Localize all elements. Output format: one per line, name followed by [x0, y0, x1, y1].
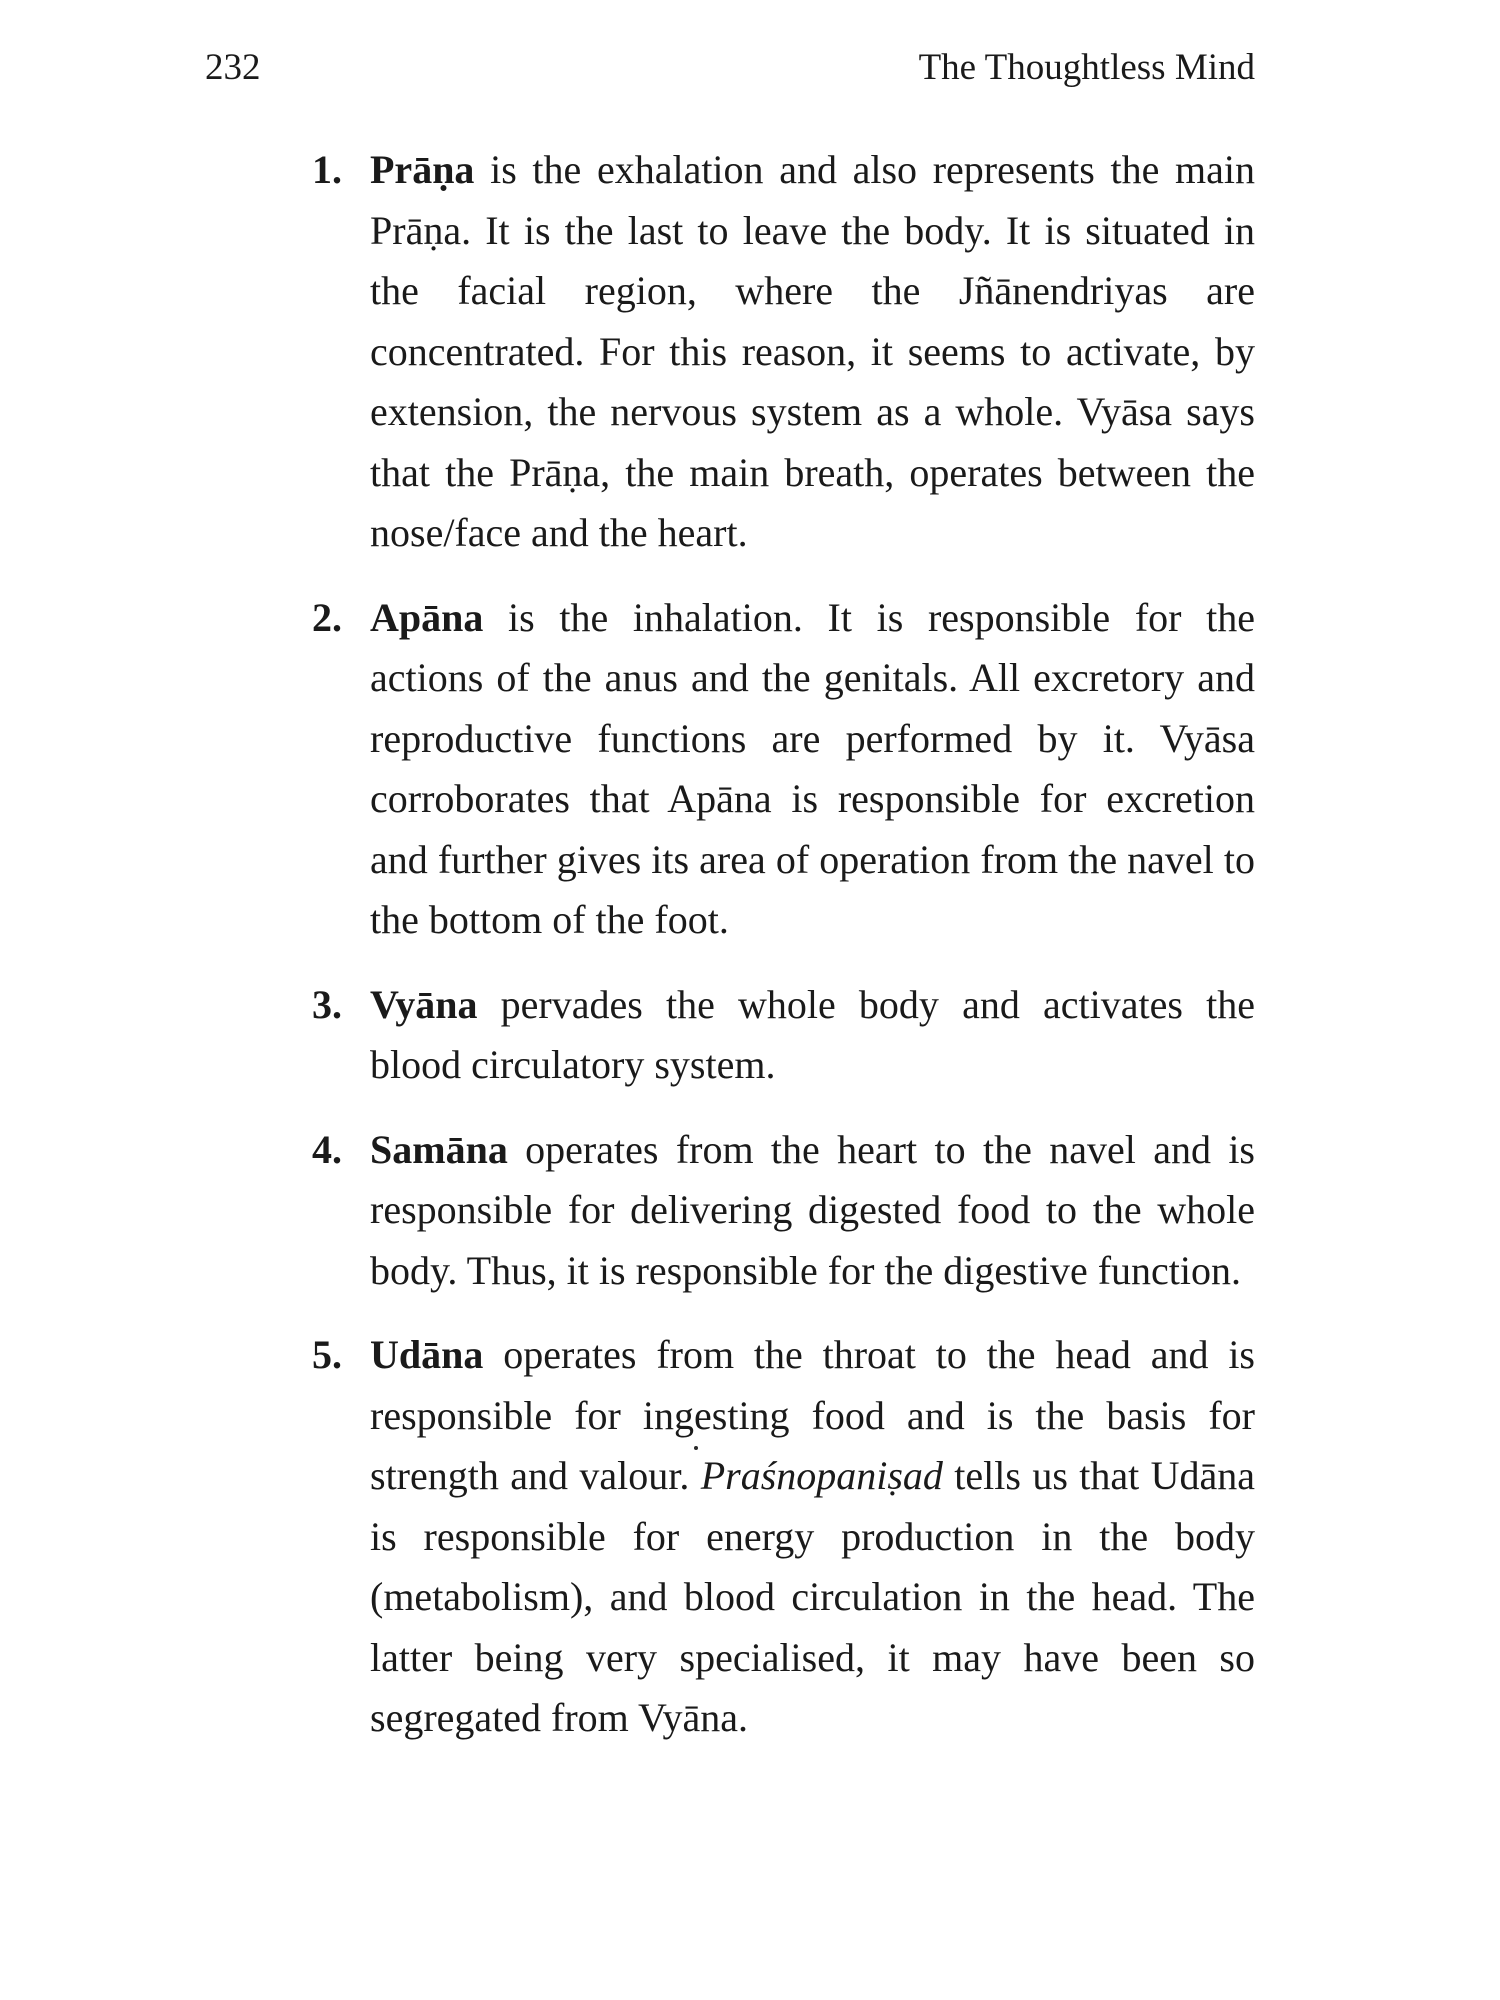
item-number: 1.	[312, 147, 342, 192]
term-samana: Samāna	[370, 1126, 508, 1172]
prana-list	[300, 140, 1255, 1773]
list-item-apana	[300, 588, 1255, 951]
item-text: operates from the throat to the head and is responsible for ingesting food and is the basis for strength and valour.	[370, 1332, 1255, 1498]
text-title-prasnopanisad: Praśnopaniṣad	[700, 1453, 943, 1498]
item-text: tells us that Udāna is responsible for energy production in the body (metabolism), and blood circulation in the head. The latter being very specialised, it may have been so segregated from Vyāna.	[370, 1453, 1255, 1740]
item-text: is the inhalation. It is responsible for the actions of the anus and the genitals. All excretory and reproductive functions are performed by it. Vyāsa corroborates that Apāna is responsible for excretion and further gives its area of operation from the navel to the bottom of the foot.	[370, 594, 1255, 942]
item-number: 2.	[312, 594, 342, 640]
term-vyana: Vyāna	[370, 981, 478, 1027]
book-title: The Thoughtless Mind	[918, 47, 1255, 88]
item-text: is the exhalation and also represents the main Prāṇa. It is the last to leave the body. It is situated in the facial region, where the Jñānendriyas are concentrated. For this reason, it seems to activate, by extension, the nervous system as a whole. Vyāsa says that the Prāṇa, the main breath, operates between the nose/face and the heart.	[370, 147, 1255, 555]
term-udana: Udāna	[370, 1332, 484, 1377]
item-number: 5.	[312, 1332, 342, 1377]
item-text: pervades the whole body and activates the blood circulatory system.	[370, 981, 1255, 1087]
list-item-samana	[300, 1120, 1255, 1302]
item-text: operates from the heart to the navel and is responsible for delivering digested food to the whole body. Thus, it is responsible for the digestive function.	[370, 1126, 1255, 1293]
list-item-vyana	[300, 975, 1255, 1096]
term-apana: Apāna	[370, 594, 484, 640]
print-speck	[694, 1446, 698, 1450]
running-head	[205, 42, 1255, 94]
item-number: 3.	[312, 981, 342, 1027]
item-number: 4.	[312, 1126, 342, 1172]
term-prana: Prāṇa	[370, 147, 475, 192]
list-item-prana	[300, 140, 1255, 564]
page-number: 232	[205, 47, 261, 88]
list-item-udana	[300, 1325, 1255, 1749]
